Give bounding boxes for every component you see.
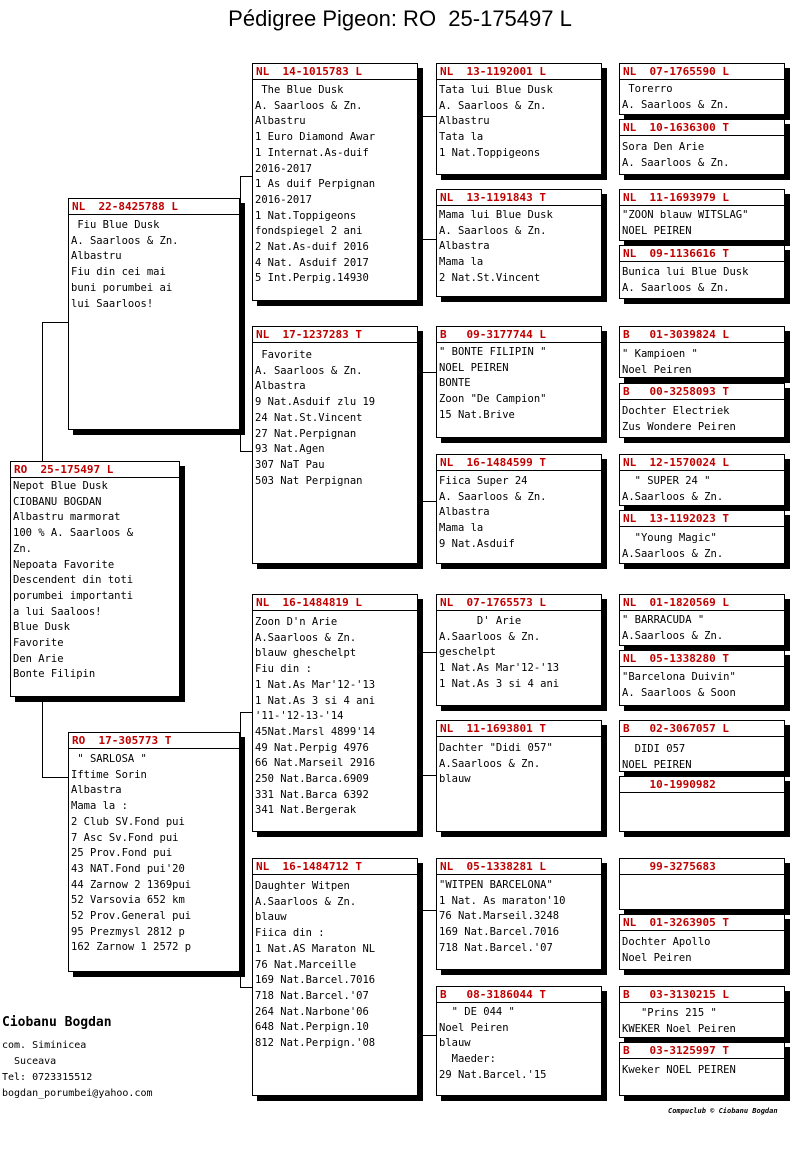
info-line: Albastra	[255, 380, 306, 393]
info-line: " BONTE FILIPIN "	[439, 346, 547, 358]
info-line: Albastru	[439, 115, 490, 128]
connector	[418, 372, 436, 502]
ring-number: 10-1990982	[620, 777, 784, 793]
info-line: buni porumbei ai	[71, 281, 173, 294]
pigeon-card-sire-sire	[252, 63, 418, 301]
owner-email: bogdan_porumbei@yahoo.com	[2, 1088, 153, 1099]
info-line: "WITPEN BARCELONA"	[439, 879, 553, 891]
ring-number: NL 07-1765590 L	[620, 64, 784, 80]
info-line: Zoon D'n Arie	[255, 616, 338, 628]
info-line: A. Saarloos & Zn.	[622, 281, 730, 294]
info-line: 9 Nat.Asduif zlu 19	[255, 396, 376, 409]
info-line: Mama la	[439, 256, 484, 269]
pigeon-card-gen5	[619, 776, 785, 832]
info-line: 648 Nat.Perpign.10	[255, 1021, 369, 1034]
info-line: porumbei importanti	[13, 589, 134, 602]
info-line: Albastru	[255, 115, 306, 128]
info-line: Fiu din cei mai	[71, 266, 166, 279]
info-line: Albastra	[439, 506, 490, 519]
info-line: A. Saarloos & Zn.	[439, 224, 547, 237]
info-line: Nepoata Favorite	[13, 558, 115, 571]
info-line: Dachter "Didi 057"	[439, 742, 553, 754]
info-line: 1 Nat.As 3 si 4 ani	[439, 677, 560, 690]
info-line: Mama lui Blue Dusk	[439, 209, 553, 221]
info-line: 2 Nat.St.Vincent	[439, 271, 541, 284]
info-line: 718 Nat.Barcel.'07	[255, 989, 369, 1002]
ring-number: NL 01-1820569 L	[620, 595, 784, 611]
info-line: 52 Prov.General pui	[71, 910, 192, 923]
info-line: 341 Nat.Bergerak	[255, 804, 357, 817]
ring-number: RO 25-175497 L	[11, 462, 179, 478]
info-line: 1 As duif Perpignan	[255, 178, 376, 191]
info-line: 5 Int.Perpig.14930	[255, 272, 369, 285]
info-line: A. Saarloos & Zn.	[255, 99, 363, 112]
info-line: " BARRACUDA "	[622, 614, 705, 626]
pigeon-card-dam	[68, 732, 240, 972]
info-line: 250 Nat.Barca.6909	[255, 773, 369, 786]
info-line: fondspiegel 2 ani	[255, 225, 363, 238]
info-line: D' Arie	[439, 615, 522, 627]
owner-address: com. Siminicea	[2, 1040, 87, 1051]
info-line: Nepot Blue Dusk	[13, 480, 108, 492]
ring-number: NL 13-1192023 T	[620, 511, 784, 527]
info-line: Mama la :	[71, 800, 128, 813]
info-line: Blue Dusk	[13, 621, 70, 634]
pigeon-card-gen5	[619, 63, 785, 115]
ring-number: NL 05-1338281 L	[437, 859, 601, 875]
info-line: 718 Nat.Barcel.'07	[439, 941, 553, 954]
info-line: 95 Prezmysl 2812 p	[71, 925, 185, 938]
info-line: Favorite	[13, 637, 64, 650]
pigeon-card-gen5	[619, 245, 785, 299]
pigeon-card-dam-sire	[252, 594, 418, 832]
info-line: 1 Nat.As Mar'12-'13	[439, 662, 560, 675]
info-line: "Prins 215 "	[622, 1007, 717, 1019]
info-line: Iftime Sorin	[71, 768, 147, 781]
info-line: 52 Varsovia 652 km	[71, 894, 185, 907]
info-line: 264 Nat.Narbone'06	[255, 1005, 369, 1018]
info-line: KWEKER Noel Peiren	[622, 1022, 736, 1035]
info-line: Bonte Filipin	[13, 668, 96, 681]
ring-number: NL 22-8425788 L	[69, 199, 239, 215]
info-line: 76 Nat.Marseil.3248	[439, 910, 560, 923]
info-line: a lui Saaloos!	[13, 605, 102, 618]
info-line: Tata lui Blue Dusk	[439, 84, 553, 96]
info-line: 169 Nat.Barcel.7016	[255, 974, 376, 987]
info-line: Noel Peiren	[622, 951, 692, 964]
connector	[42, 322, 70, 462]
pigeon-card-gen4	[436, 63, 602, 175]
ring-number: NL 13-1192001 L	[437, 64, 601, 80]
ring-number: B 02-3067057 L	[620, 721, 784, 737]
ring-number: B 01-3039824 L	[620, 327, 784, 343]
info-line: 4 Nat. Asduif 2017	[255, 256, 369, 269]
pigeon-card-gen5	[619, 858, 785, 910]
info-line: Noel Peiren	[622, 363, 692, 376]
ring-number: NL 16-1484599 T	[437, 455, 601, 471]
info-line: 43 NAT.Fond pui'20	[71, 862, 185, 875]
info-line: " SARLOSA "	[71, 753, 147, 765]
info-line: 27 Nat.Perpignan	[255, 427, 357, 440]
info-line: DIDI 057	[622, 743, 686, 755]
info-line: Dochter Apollo	[622, 936, 711, 948]
info-line: Zoon "De Campion"	[439, 393, 547, 406]
info-line: 2 Nat.As-duif 2016	[255, 241, 369, 254]
connector	[418, 910, 436, 1036]
owner-name: Ciobanu Bogdan	[2, 1015, 112, 1030]
info-line: 1 Internat.As-duif	[255, 146, 369, 159]
ring-number: B 03-3130215 L	[620, 987, 784, 1003]
ring-number: RO 17-305773 T	[69, 733, 239, 749]
ring-number: NL 12-1570024 L	[620, 455, 784, 471]
ring-number: NL 09-1136616 T	[620, 246, 784, 262]
page-title: Pédigree Pigeon: RO 25-175497 L	[228, 6, 572, 31]
ring-number: B 03-3125997 T	[620, 1043, 784, 1059]
info-line: 169 Nat.Barcel.7016	[439, 926, 560, 939]
info-line: Descendent din toti	[13, 574, 134, 587]
info-line: Albastra	[439, 240, 490, 253]
ring-number: NL 16-1484712 T	[253, 859, 417, 875]
ring-number: NL 10-1636300 T	[620, 120, 784, 136]
info-line: "Barcelona Duivin"	[622, 671, 736, 683]
info-line: Fiu din :	[255, 663, 312, 676]
pigeon-card-gen4	[436, 326, 602, 438]
pigeon-card-gen5	[619, 510, 785, 564]
owner-phone: Tel: 0723315512	[2, 1072, 93, 1083]
info-line: 1 Nat.Toppigeons	[255, 209, 357, 222]
info-line: Albastra	[71, 784, 122, 797]
info-line: 2 Club SV.Fond pui	[71, 815, 185, 828]
info-line: 1 Nat.Toppigeons	[439, 146, 541, 159]
info-line: A. Saarloos & Zn.	[622, 156, 730, 169]
connector	[418, 652, 436, 776]
info-line: Noel Peiren	[439, 1021, 509, 1034]
info-line: " Kampioen "	[622, 348, 698, 360]
ring-number: NL 14-1015783 L	[253, 64, 417, 80]
pigeon-card-gen5	[619, 454, 785, 506]
ring-number: NL 17-1237283 T	[253, 327, 417, 343]
info-line: Zn.	[13, 542, 32, 555]
info-line: A. Saarloos & Zn.	[622, 98, 730, 111]
owner-address: Suceava	[2, 1056, 57, 1067]
info-line: CIOBANU BOGDAN	[13, 495, 102, 508]
info-line: Fiica Super 24	[439, 475, 528, 487]
pigeon-card-gen4	[436, 594, 602, 706]
footer-credit: Compuclub © Ciobanu Bogdan	[668, 1107, 778, 1115]
pigeon-card-gen4	[436, 858, 602, 970]
ring-number: 99-3275683	[620, 859, 784, 875]
pigeon-card-subject	[10, 461, 180, 697]
info-line: 1 Nat.As Mar'12-'13	[255, 678, 376, 691]
info-line: A. Saarloos & Soon	[622, 686, 736, 699]
info-line: 24 Nat.St.Vincent	[255, 411, 363, 424]
pigeon-card-gen5	[619, 326, 785, 378]
info-line: Torerro	[622, 83, 673, 95]
info-line: A.Saarloos & Zn.	[622, 490, 724, 503]
info-line: blauw	[439, 1037, 471, 1050]
pigeon-card-gen5	[619, 189, 785, 241]
info-line: 44 Zarnow 2 1369pui	[71, 878, 192, 891]
info-line: Albastru marmorat	[13, 511, 121, 524]
pigeon-card-gen4	[436, 454, 602, 564]
info-line: NOEL PEIREN	[439, 361, 509, 374]
info-line: 15 Nat.Brive	[439, 408, 515, 421]
connector	[42, 700, 70, 778]
info-line: lui Saarloos!	[71, 297, 154, 310]
ring-number: B 00-3258093 T	[620, 384, 784, 400]
info-line: A. Saarloos & Zn.	[439, 490, 547, 503]
ring-number: B 08-3186044 T	[437, 987, 601, 1003]
info-line: Daughter Witpen	[255, 880, 350, 892]
pigeon-card-gen5	[619, 986, 785, 1038]
info-line: 2016-2017	[255, 193, 312, 206]
info-line: 45Nat.Marsl 4899'14	[255, 725, 376, 738]
info-line: 307 NaT Pau	[255, 458, 325, 471]
info-line: 812 Nat.Perpign.'08	[255, 1037, 376, 1050]
pigeon-card-gen4	[436, 189, 602, 297]
info-line: "ZOON blauw WITSLAG"	[622, 209, 749, 221]
info-line: Maeder:	[439, 1053, 496, 1066]
ring-number: NL 11-1693979 L	[620, 190, 784, 206]
info-line: 93 Nat.Agen	[255, 443, 325, 456]
info-line: BONTE	[439, 377, 471, 390]
info-line: Den Arie	[13, 652, 64, 665]
ring-number: NL 11-1693801 T	[437, 721, 601, 737]
pigeon-card-gen5	[619, 914, 785, 970]
info-line: 29 Nat.Barcel.'15	[439, 1068, 547, 1081]
info-line: Albastru	[71, 250, 122, 263]
pigeon-card-gen5	[619, 720, 785, 772]
ring-number: NL 07-1765573 L	[437, 595, 601, 611]
info-line: '11-'12-13-'14	[255, 710, 344, 723]
info-line: A. Saarloos & Zn.	[439, 99, 547, 112]
info-line: A.Saarloos & Zn.	[439, 630, 541, 643]
info-line: A. Saarloos & Zn.	[71, 234, 179, 247]
info-line: 503 Nat Perpignan	[255, 474, 363, 487]
info-line: Bunica lui Blue Dusk	[622, 266, 749, 278]
info-line: "Young Magic"	[622, 532, 717, 544]
info-line: 1 Euro Diamond Awar	[255, 131, 376, 144]
ring-number: NL 05-1338280 T	[620, 651, 784, 667]
info-line: " SUPER 24 "	[622, 475, 711, 487]
info-line: A.Saarloos & Zn.	[439, 757, 541, 770]
pigeon-card-sire	[68, 198, 240, 430]
connector	[418, 116, 436, 240]
info-line: 100 % A. Saarloos &	[13, 527, 134, 540]
info-line: Kweker NOEL PEIREN	[622, 1064, 736, 1076]
info-line: geschelpt	[439, 646, 496, 659]
info-line: Mama la	[439, 522, 484, 535]
info-line: A.Saarloos & Zn.	[622, 547, 724, 560]
ring-number: NL 01-3263905 T	[620, 915, 784, 931]
info-line: Zus Wondere Peiren	[622, 420, 736, 433]
info-line: 76 Nat.Marceille	[255, 958, 357, 971]
pigeon-card-gen5	[619, 650, 785, 706]
info-line: NOEL PEIREN	[622, 224, 692, 237]
pigeon-card-gen5	[619, 1042, 785, 1096]
info-line: 162 Zarnow 1 2572 p	[71, 941, 192, 954]
info-line: blauw gheschelpt	[255, 647, 357, 660]
pigeon-card-gen4	[436, 986, 602, 1096]
pigeon-card-sire-dam	[252, 326, 418, 564]
info-line: The Blue Dusk	[255, 84, 344, 96]
info-line: A. Saarloos & Zn.	[255, 364, 363, 377]
ring-number: NL 16-1484819 L	[253, 595, 417, 611]
info-line: Sora Den Arie	[622, 141, 705, 153]
pigeon-card-dam-dam	[252, 858, 418, 1096]
info-line: 66 Nat.Marseil 2916	[255, 757, 376, 770]
pigeon-card-gen4	[436, 720, 602, 832]
info-line: NOEL PEIREN	[622, 758, 692, 771]
info-line: blauw	[255, 911, 287, 924]
info-line: Tata la	[439, 131, 484, 144]
info-line: 1 Nat. As maraton'10	[439, 894, 566, 907]
pigeon-card-gen5	[619, 594, 785, 646]
info-line: Dochter Electriek	[622, 405, 730, 417]
ring-number: B 09-3177744 L	[437, 327, 601, 343]
info-line: 2016-2017	[255, 162, 312, 175]
info-line: Favorite	[255, 349, 312, 361]
info-line: A.Saarloos & Zn.	[622, 629, 724, 642]
info-line: 331 Nat.Barca 6392	[255, 788, 369, 801]
info-line: 9 Nat.Asduif	[439, 537, 515, 550]
ring-number: NL 13-1191843 T	[437, 190, 601, 206]
info-line: blauw	[439, 773, 471, 786]
pigeon-card-gen5	[619, 383, 785, 438]
info-line: 1 Nat.AS Maraton NL	[255, 942, 376, 955]
info-line: 7 Asc Sv.Fond pui	[71, 831, 179, 844]
info-line: " DE 044 "	[439, 1006, 515, 1018]
info-line: 1 Nat.As 3 si 4 ani	[255, 694, 376, 707]
info-line: A.Saarloos & Zn.	[255, 631, 357, 644]
info-line: Fiu Blue Dusk	[71, 219, 160, 231]
info-line: A.Saarloos & Zn.	[255, 895, 357, 908]
info-line: Fiica din :	[255, 927, 325, 940]
info-line: 49 Nat.Perpig 4976	[255, 741, 369, 754]
pigeon-card-gen5	[619, 119, 785, 175]
info-line: 25 Prov.Fond pui	[71, 847, 173, 860]
